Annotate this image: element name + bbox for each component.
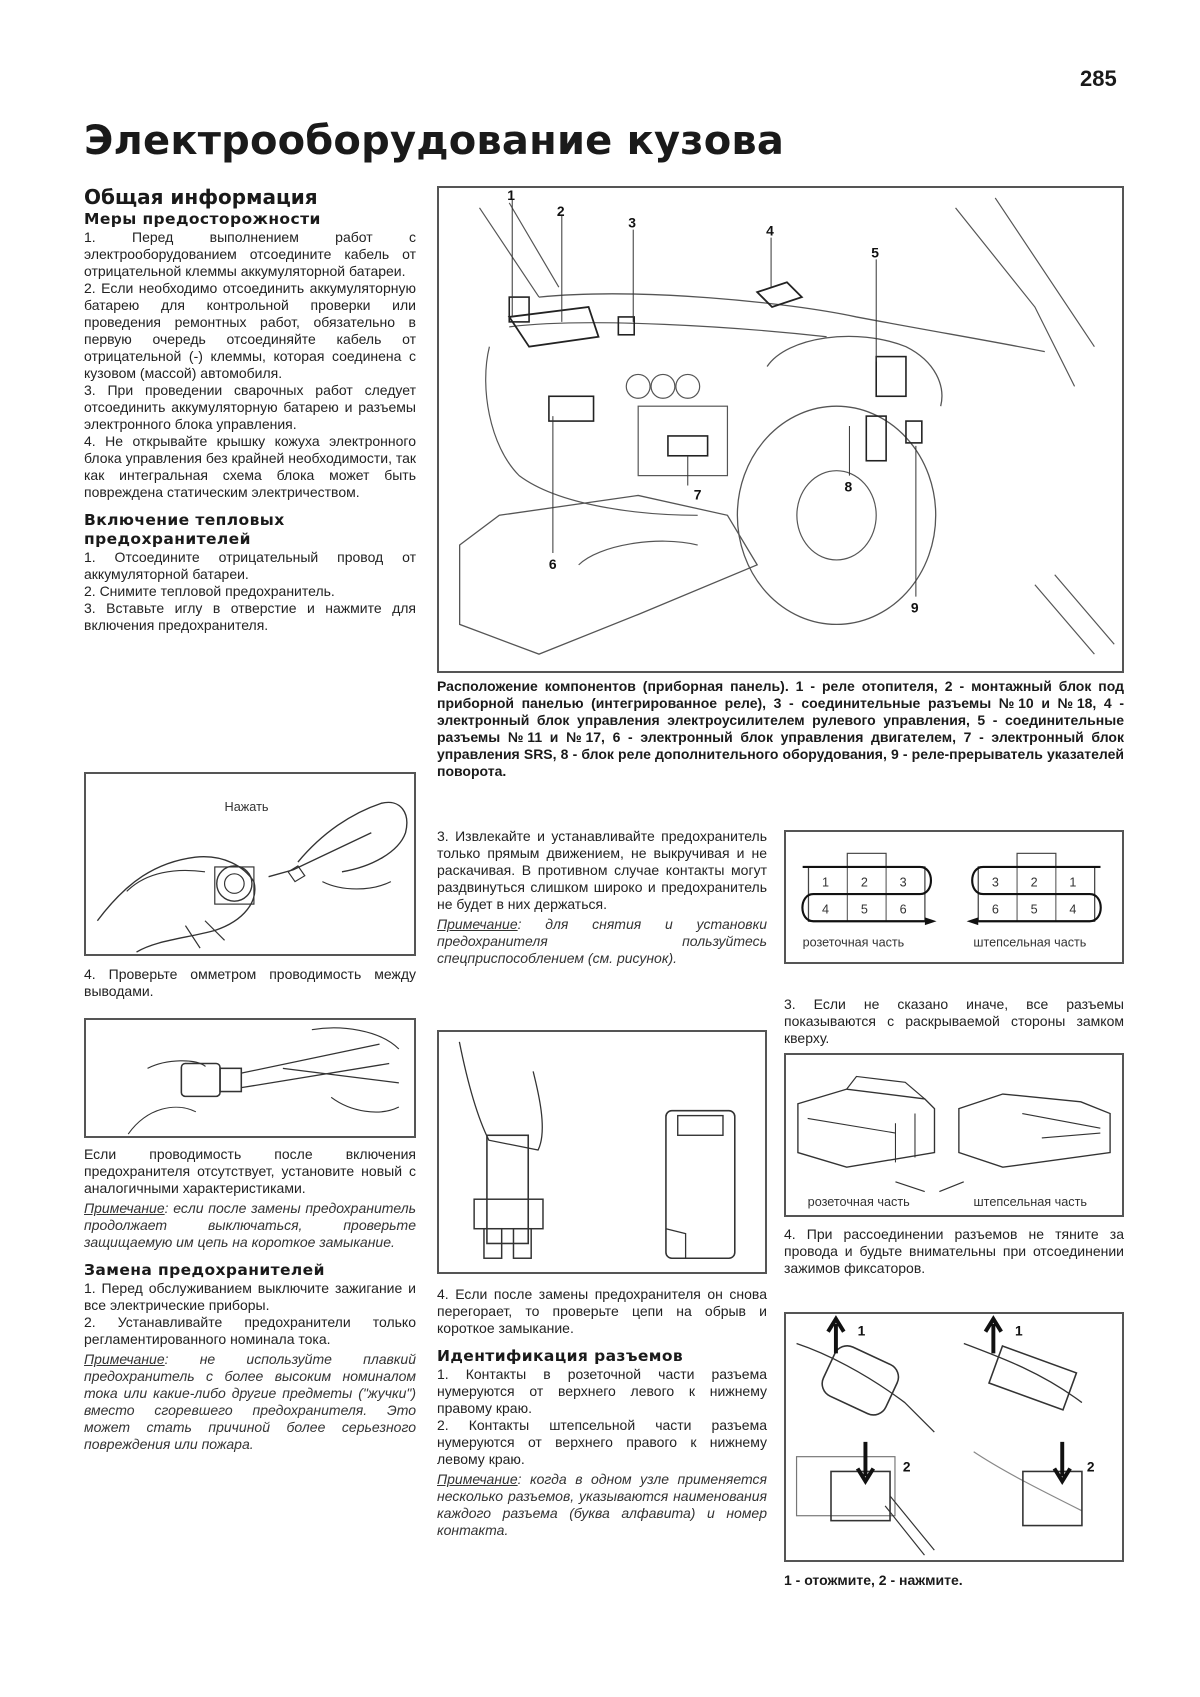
step4-text: 4. Проверьте омметром проводимость между выводами. — [84, 966, 416, 999]
figure-ohmmeter-check — [84, 1018, 416, 1138]
note-label: Примечание — [84, 1200, 165, 1216]
note-fuse-keeps-tripping — [84, 1200, 416, 1251]
replace-step: 1. Перед обслуживанием выключите зажигание и все электрические приборы. — [84, 1280, 416, 1313]
col2-lower — [437, 1286, 767, 1539]
step3-remove-install: 3. Извлекайте и устанавливайте предохранитель только прямым движением, не выкручивая и не раскачивая. В противном случае контакты могут раздвинуться слишком широко и предохранитель не будет в них держаться. — [437, 828, 767, 912]
subsection-title-precautions: Меры предосторожности — [84, 210, 321, 228]
replace-step: 2. Устанавливайте предохранители только регламентированного номинала тока. — [84, 1314, 416, 1347]
thermal-step: 2. Снимите тепловой предохранитель. — [84, 583, 335, 599]
plug-label: штепсельная часть — [973, 935, 1087, 950]
release-label-1: 1 — [1015, 1323, 1023, 1339]
dashboard-illustration — [439, 188, 1122, 671]
hands-needle-illustration — [86, 774, 414, 954]
plug-pin: 5 — [1030, 902, 1038, 917]
press-label-2: 2 — [902, 1459, 911, 1475]
column-left — [84, 186, 416, 634]
precaution-item: 4. Не открывайте крышку кожуха электронного блока управления без крайней необходимости, так как интегральная схема блока может быть повреждена статическим электричеством. — [84, 433, 417, 500]
plug-pin: 2 — [1030, 875, 1038, 890]
subsection-title-thermal-fuses: Включение тепловых предохранителей — [84, 511, 285, 548]
precaution-item: 3. При проведении сварочных работ следует отсоединить аккумуляторную батарею и разъемы электронного блока управления. — [84, 382, 416, 432]
col3-step4 — [784, 1226, 1124, 1277]
callout-4: 4 — [766, 222, 774, 239]
subsection-title-connector-identification: Идентификация разъемов — [437, 1347, 684, 1365]
step4-disconnect: 4. При рассоединении разъемов не тяните за провода и будьте внимательны при отсоединении зажимов фиксаторов. — [784, 1226, 1124, 1276]
socket-pin: 1 — [822, 875, 830, 890]
figure-connector-halves — [784, 1053, 1124, 1217]
col3-step3 — [784, 996, 1124, 1047]
note-multiple-connectors — [437, 1471, 767, 1539]
note-no-higher-rating — [84, 1351, 416, 1453]
figure-press-thermal-fuse — [84, 772, 416, 956]
callout-1: 1 — [507, 188, 515, 203]
ident-step: 1. Контакты в розеточной части разъема нумеруются от верхнего левого к нижнему правому краю. — [437, 1366, 767, 1416]
socket-pin: 4 — [822, 902, 830, 917]
plug-pin: 1 — [1069, 875, 1077, 890]
figure-fuse-puller — [437, 1030, 767, 1274]
dashboard-caption — [437, 678, 1124, 780]
callout-8: 8 — [844, 478, 853, 495]
socket-pin: 3 — [899, 875, 907, 890]
no-conductivity-text: Если проводимость после включения предохранителя отсутствует, установите новый с аналогичными характеристиками. — [84, 1146, 416, 1196]
release-caption — [784, 1572, 1124, 1589]
thermal-step: 3. Вставьте иглу в отверстие и нажмите для включения предохранителя. — [84, 600, 416, 633]
press-label-2: 2 — [1086, 1459, 1095, 1475]
section-title-general-info: Общая информация — [84, 185, 318, 209]
plug-pin: 4 — [1069, 902, 1077, 917]
callout-9: 9 — [910, 599, 919, 616]
figure-pin-numbering — [784, 830, 1124, 964]
connector-halves-illustration — [786, 1055, 1122, 1215]
socket-label: розеточная часть — [807, 1195, 910, 1210]
socket-pin: 5 — [860, 902, 868, 917]
release-label-1: 1 — [857, 1323, 866, 1339]
dashboard-caption-text: Расположение компонентов (приборная панель). 1 - реле отопителя, 2 - монтажный блок под приборной панелью (интегрированное реле), 3 - соединительные разъемы №10 и №18, 4 - электронный блок управления электроусилителем рулевого управления, 5 - соединительные разъемы №11 и №17, 6 - электронный блок управления двигателем, 7 - электронный блок управления SRS, 8 - блок реле дополнительного оборудования, 9 - реле-прерыватель указателей поворота. — [437, 678, 1124, 779]
col2-upper — [437, 828, 767, 967]
socket-pin: 2 — [860, 875, 868, 890]
socket-label: розеточная часть — [802, 935, 905, 950]
thermal-step: 1. Отсоедините отрицательный провод от аккумуляторной батареи. — [84, 549, 416, 582]
callout-3: 3 — [628, 214, 636, 231]
note-text: : когда в одном узле применяется несколько разъемов, указываются наименования каждого разъема (буква алфавита) и номер контакта. — [437, 1471, 767, 1538]
ohmmeter-illustration — [86, 1020, 414, 1136]
note-label: Примечание — [437, 1471, 518, 1487]
note-special-tool — [437, 916, 767, 967]
step4-fuse-blows-again: 4. Если после замены предохранителя он снова перегорает, то проверьте цепи на обрыв и короткое замыкание. — [437, 1286, 767, 1336]
note-text: : для снятия и установки предохранителя пользуйтесь спецприспособлением (см. рисунок). — [437, 916, 767, 966]
note-text: : если после замены предохранитель продолжает выключаться, проверьте защищаемую им цепь на короткое замыкание. — [84, 1200, 416, 1250]
callout-5: 5 — [871, 244, 879, 261]
note-text: : не используйте плавкий предохранитель с более высоким номиналом тока или какие-либо другие предметы ("жучки") вместо сгоревшего предохранителя. Это может стать причиной более серьезного повреждения или пожара. — [84, 1351, 416, 1452]
step3-latch-up: 3. Если не сказано иначе, все разъемы показываются с раскрываемой стороны замком кверху. — [784, 996, 1124, 1046]
col1-lower — [84, 1146, 416, 1453]
callout-6: 6 — [548, 555, 557, 572]
figure-dashboard-component-layout — [437, 186, 1124, 673]
plug-pin: 6 — [991, 902, 999, 917]
press-label: Нажать — [224, 799, 269, 815]
fuse-puller-illustration — [439, 1032, 765, 1272]
socket-pin: 6 — [899, 902, 907, 917]
note-label: Примечание — [84, 1351, 165, 1367]
page-title: Электрооборудование кузова — [84, 118, 785, 164]
precaution-item: 2. Если необходимо отсоединить аккумуляторную батарею для контрольной проверки или проведения ремонтных работ, обязательно в первую очередь отсоединяйте кабель от отрицательной (-) клеммы, которая соединена с кузовом (массой) автомобиля. — [84, 280, 416, 381]
subsection-title-fuse-replacement: Замена предохранителей — [84, 1261, 325, 1279]
plug-label: штепсельная часть — [973, 1195, 1088, 1210]
step4-ohmmeter — [84, 966, 416, 1000]
pin-numbering-diagram — [786, 832, 1122, 962]
ident-step: 2. Контакты штепсельной части разъема нумеруются от верхнего правого к нижнему левому краю. — [437, 1417, 767, 1467]
callout-2: 2 — [556, 202, 565, 219]
figure-release-latch — [784, 1312, 1124, 1562]
plug-pin: 3 — [991, 875, 999, 890]
page-number: 285 — [1080, 66, 1117, 91]
callout-7: 7 — [693, 486, 702, 503]
note-label: Примечание — [437, 916, 518, 932]
release-latch-illustration — [786, 1314, 1122, 1560]
release-caption-text: 1 - отожмите, 2 - нажмите. — [784, 1572, 963, 1588]
precaution-item: 1. Перед выполнением работ с электрооборудованием отсоедините кабель от отрицательной клеммы аккумуляторной батареи. — [84, 229, 416, 279]
